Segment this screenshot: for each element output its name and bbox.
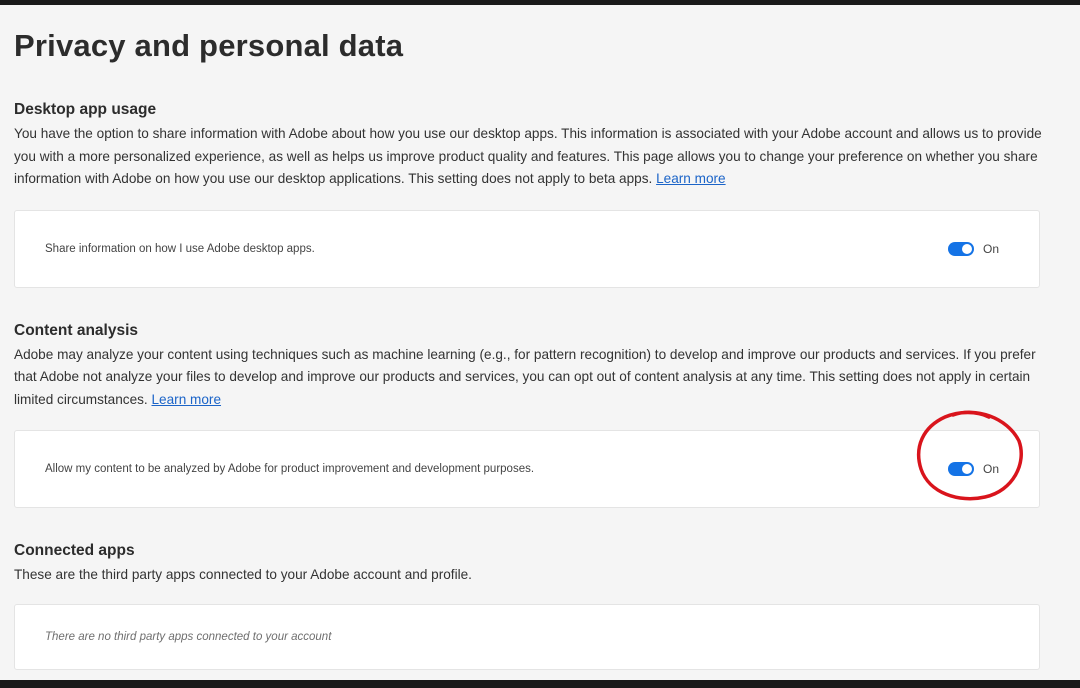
content-analysis-description-text: Adobe may analyze your content using techniques such as machine learning (e.g., for pattern recognition) to develop and improve our products and services. If you prefer that Adobe not analyze your files to develop and improve our products and services, you can opt out of content analysis at any time. This setting does not apply in certain limited circumstances. bbox=[14, 346, 1036, 407]
window-bottom-edge bbox=[0, 680, 1080, 688]
connected-apps-heading: Connected apps bbox=[14, 542, 135, 559]
content-analysis-heading: Content analysis bbox=[14, 321, 139, 339]
desktop-usage-toggle-group bbox=[948, 242, 999, 256]
desktop-usage-heading: Desktop app usage bbox=[14, 101, 157, 118]
desktop-usage-setting-label: Share information on how I use Adobe desktop apps. bbox=[45, 242, 315, 255]
content-analysis-setting-label: Allow my content to be analyzed by Adobe for product improvement and development purposes. bbox=[45, 463, 535, 475]
content-analysis-toggle[interactable] bbox=[948, 462, 974, 476]
toggle-knob bbox=[962, 464, 972, 474]
toggle-knob bbox=[962, 244, 972, 254]
connected-apps-description: These are the third party apps connected to your Adobe account and profile. bbox=[14, 567, 472, 582]
desktop-usage-toggle-state: On bbox=[982, 241, 999, 256]
desktop-usage-description-text: You have the option to share information with Adobe about how you use our desktop apps. This information is associated with your Adobe account and allows us to provide you with a more personalized experience, as well as helps us improve product quality and features. This page allows you to change your preference on whether you share information with Adobe on how you use our desktop applications. This setting does not apply to beta apps. bbox=[14, 126, 1042, 186]
desktop-usage-toggle[interactable] bbox=[948, 242, 974, 256]
connected-apps-empty-message: There are no third party apps connected to your account bbox=[45, 630, 332, 643]
window-top-edge bbox=[0, 0, 1080, 5]
content-analysis-section bbox=[14, 321, 1054, 509]
content-analysis-setting-card bbox=[14, 430, 1040, 508]
desktop-usage-section bbox=[14, 100, 1054, 288]
content-analysis-learn-more-link[interactable]: Learn more bbox=[151, 391, 222, 407]
privacy-page bbox=[14, 22, 1054, 670]
content-analysis-toggle-state: On bbox=[982, 462, 999, 476]
connected-apps-card bbox=[14, 604, 1040, 670]
page-title: Privacy and personal data bbox=[14, 28, 404, 63]
desktop-usage-description bbox=[14, 123, 1044, 191]
content-analysis-toggle-group bbox=[948, 462, 999, 476]
content-analysis-description bbox=[14, 344, 1044, 412]
desktop-usage-learn-more-link[interactable]: Learn more bbox=[656, 171, 726, 186]
desktop-usage-setting-card bbox=[14, 210, 1040, 288]
connected-apps-section bbox=[14, 541, 1054, 670]
